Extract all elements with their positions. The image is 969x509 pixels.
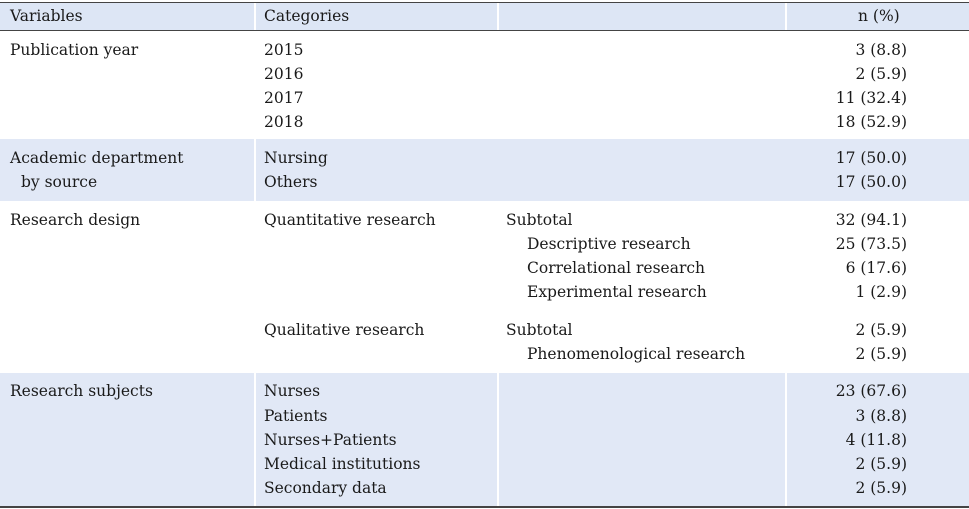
variable-label: Research design [10, 211, 141, 229]
n-cell: 25 (73.5) [835, 235, 907, 253]
column-divider [785, 3, 787, 30]
subtotal-label: Subtotal [506, 211, 573, 229]
data-table [0, 2, 969, 508]
variable-label: Academic department [10, 149, 184, 167]
n-cell: 32 (94.1) [835, 211, 907, 229]
n-cell: 2 (5.9) [855, 321, 907, 339]
category-cell: Others [264, 173, 318, 191]
n-cell: 3 (8.8) [855, 41, 907, 59]
subcategory-cell: Descriptive research [527, 235, 691, 253]
subcategory-cell: Experimental research [527, 283, 707, 301]
n-cell: 18 (52.9) [835, 113, 907, 131]
category-cell: Medical institutions [264, 455, 421, 473]
category-cell: Qualitative research [264, 321, 425, 339]
column-divider [497, 373, 499, 506]
category-cell: Nurses [264, 382, 321, 400]
n-cell: 2 (5.9) [855, 65, 907, 83]
n-cell: 2 (5.9) [855, 455, 907, 473]
column-divider [254, 3, 256, 30]
n-cell: 17 (50.0) [835, 149, 907, 167]
subcategory-cell: Correlational research [527, 259, 706, 277]
n-cell: 2 (5.9) [855, 479, 907, 497]
category-cell: Nurses+Patients [264, 431, 397, 449]
n-cell: 3 (8.8) [855, 407, 907, 425]
header-categories: Categories [264, 7, 350, 25]
group-research-subjects [0, 373, 969, 506]
n-cell: 17 (50.0) [835, 173, 907, 191]
subtotal-label: Subtotal [506, 321, 573, 339]
column-divider [254, 373, 256, 506]
column-divider [497, 3, 499, 30]
header-variables: Variables [10, 7, 83, 25]
header-n-percent: n (%) [858, 7, 900, 25]
category-cell: Patients [264, 407, 328, 425]
table-bottom-rule [0, 506, 969, 508]
category-cell: Nursing [264, 149, 328, 167]
n-cell: 2 (5.9) [855, 345, 907, 363]
n-cell: 23 (67.6) [835, 382, 907, 400]
n-cell: 6 (17.6) [845, 259, 907, 277]
category-cell: 2017 [264, 89, 304, 107]
n-cell: 1 (2.9) [855, 283, 907, 301]
subcategory-cell: Phenomenological research [527, 345, 746, 363]
category-cell: 2015 [264, 41, 304, 59]
category-cell: Secondary data [264, 479, 387, 497]
column-divider [785, 373, 787, 506]
table-header [0, 2, 969, 31]
n-cell: 4 (11.8) [845, 431, 907, 449]
column-divider [254, 139, 256, 201]
variable-label: Publication year [10, 41, 139, 59]
n-cell: 11 (32.4) [835, 89, 907, 107]
category-cell: 2016 [264, 65, 304, 83]
variable-label-continued: by source [21, 173, 98, 191]
group-academic-department [0, 139, 969, 201]
variable-label: Research subjects [10, 382, 153, 400]
category-cell: Quantitative research [264, 211, 436, 229]
group-publication-year [0, 31, 969, 139]
category-cell: 2018 [264, 113, 304, 131]
group-research-design [0, 201, 969, 373]
